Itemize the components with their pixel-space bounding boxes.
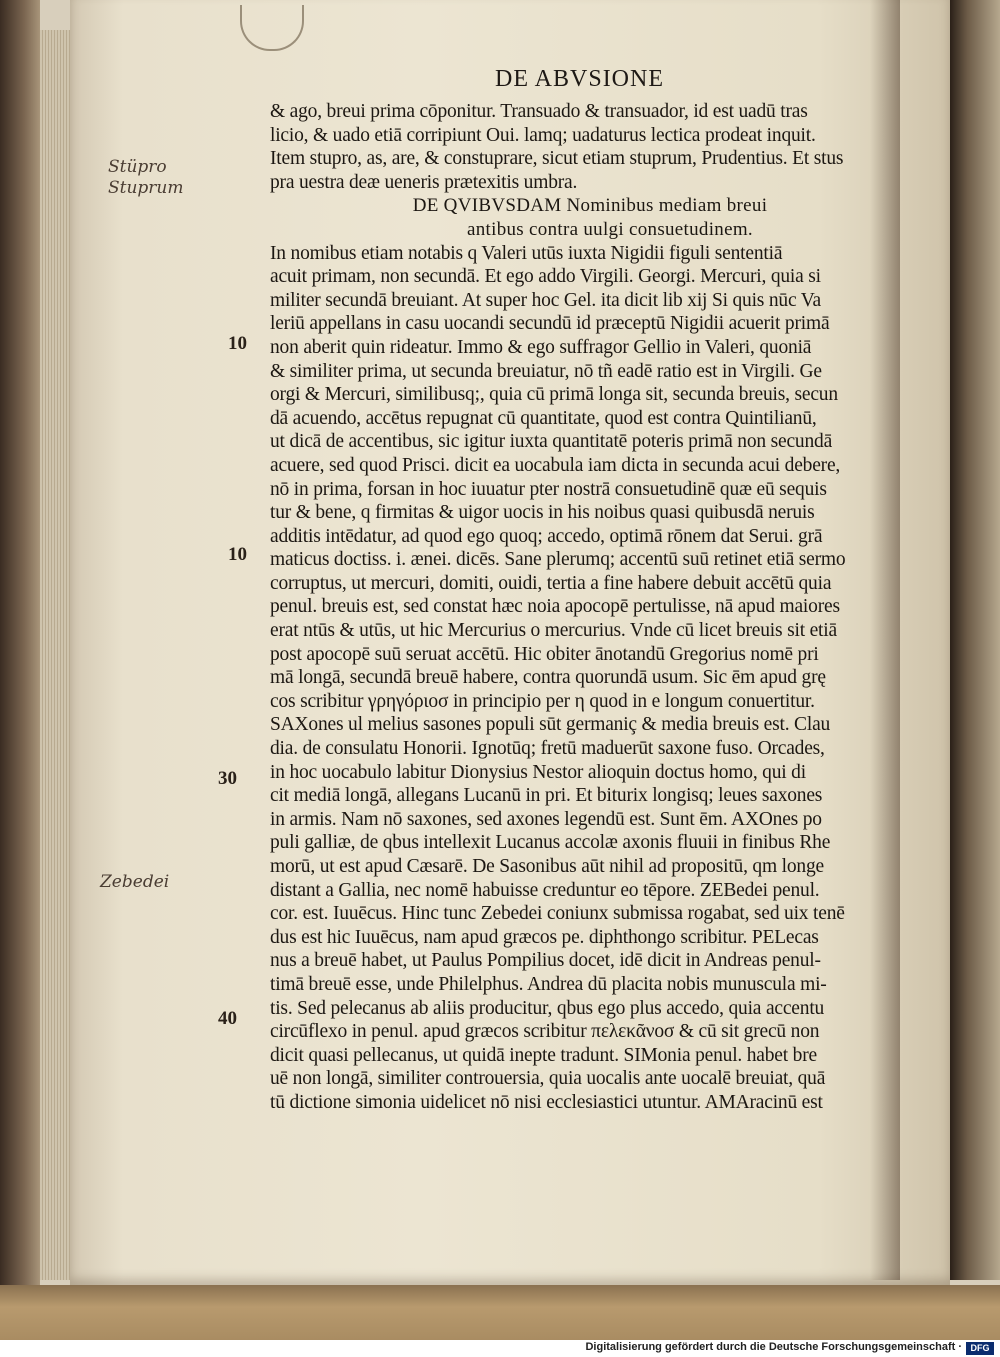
text-line: maticus doctiss. i. ænei. dicēs. Sane plerumq; accentū suū retinet etiā sermo — [270, 549, 846, 571]
margin-number: 10 — [228, 544, 247, 565]
text-line: & similiter prima, ut secunda breuiatur, nō tñ eadē ratio est in Virgili. Ge — [270, 360, 822, 382]
text-line: acuit primam, non secundā. Et ego addo Virgili. Georgi. Mercuri, quia si — [270, 266, 821, 288]
text-line: licio, & uado etiā corripiunt Oui. lamq; uadaturus lectica prodeat inquit. — [270, 124, 816, 146]
text-line: antibus contra uulgi consuetudinem. — [467, 218, 753, 240]
text-line: nō in prima, forsan in hoc iuuatur pter nostrā consuetudinē quæ eū sequis — [270, 478, 827, 500]
handwritten-note-line: Stuprum — [108, 178, 184, 198]
text-line: dus est hic Iuuēcus, nam apud græcos pe. diphthongo scribitur. PELecas — [270, 926, 819, 948]
text-line: tū dictione simonia uidelicet nō nisi ecclesiastici utuntur. AMAracinū est — [270, 1091, 823, 1113]
margin-number: 30 — [218, 768, 237, 789]
text-line: non aberit quin rideatur. Immo & ego suffragor Gellio in Valeri, quoniā — [270, 336, 812, 358]
text-line: Item stupro, as, are, & constuprare, sicut etiam stuprum, Prudentius. Et stus — [270, 148, 844, 170]
text-line: in hoc uocabulo labitur Dionysius Nestor alioquin doctus homo, qui di — [270, 761, 806, 783]
text-line: SAXones ul melius sasones populi sūt germaniç & media breuis est. Clau — [270, 714, 831, 736]
footer-credit: Digitalisierung gefördert durch die Deutsche Forschungsgemeinschaft · — [585, 1341, 962, 1353]
text-line: cit mediā longā, allegans Lucanū in pri. Et biturix longisq; leues saxones — [270, 785, 823, 807]
text-line: cor. est. Iuuēcus. Hinc tunc Zebedei coniunx submissa rogabat, sed uix tenē — [270, 903, 845, 925]
text-line: dia. de consulatu Honorii. Ignotūq; fretū maduerūt saxone fuso. Orcades, — [270, 738, 825, 760]
text-line: timā breuē esse, unde Philelphus. Andrea dū placita nobis munuscula mi- — [270, 973, 827, 995]
text-line: penul. breuis est, sed constat hæc noia apocopē pertulisse, nā apud maiores — [270, 596, 840, 618]
text-line: dicit quasi pellecanus, ut quidā inepte tradunt. SIMonia penul. habet bre — [270, 1044, 817, 1066]
text-line: uē non longā, similiter controuersia, quia uocalis ante uocalē breuiat, quā — [270, 1068, 826, 1090]
text-line: nus a breuē habet, ut Paulus Pompilius docet, idē dicit in Andreas penul- — [270, 950, 821, 972]
page-hole — [240, 5, 304, 51]
text-line: mā longā, secundā breuē habere, contra quorundā usum. Sic ēm apud grę — [270, 667, 826, 689]
text-line: leriū appellans in casu uocandi secundū id præceptū Nigidii acuerit primā — [270, 313, 830, 335]
body-text — [270, 100, 910, 1115]
text-line: tis. Sed pelecanus ab aliis producitur, qbus ego plus accedo, quia accentu — [270, 997, 825, 1019]
text-line: In nomibus etiam notabis q Valeri utūs iuxta Nigidii figuli sententiā — [270, 242, 783, 264]
text-line: & ago, breui prima cōponitur. Transuado & transuador, id est uadū tras — [270, 101, 808, 122]
text-line: circūflexo in penul. apud græcos scribitur πελεκᾶνοσ & cū sit grecū non — [270, 1021, 820, 1043]
text-line: puli galliæ, de qbus intellexit Lucanus accolæ axonis fluuii in finibus Rhe — [270, 832, 831, 854]
text-line: morū, ut est apud Cæsarē. De Sasonibus aūt nihil ad propositū, qm longe — [270, 856, 824, 877]
text-line: dā acuendo, accētus repugnat cū quantitate, quod est contra Quintilianū, — [270, 407, 817, 429]
text-line: pra uestra deæ ueneris prætexitis umbra. — [270, 171, 578, 193]
footer-bar — [0, 1340, 1000, 1357]
handwritten-note — [108, 157, 184, 199]
book-edge-shadow — [0, 0, 40, 1340]
text-line: acuere, sed quod Prisci. dicit ea uocabula iam dicta in secunda acui debere, — [270, 454, 841, 476]
text-line: corruptus, ut mercuri, domiti, ouidi, tertia a fine habere debuit accētū quia — [270, 572, 832, 594]
text-line: orgi & Mercuri, similibusq;, quia cū primā longa sit, secunda breuis, secun — [270, 384, 838, 406]
text-line: distant a Gallia, nec nomē habuisse creduntur eo tēpore. ZEBedei penul. — [270, 879, 820, 901]
book-cover-bottom — [0, 1285, 1000, 1340]
text-line: cos scribitur γρηγόριοσ in principio per η quod in e longum conuertitur. — [270, 690, 815, 712]
handwritten-note-line: Stüpro — [108, 157, 167, 177]
facing-page-edge — [950, 0, 1000, 1280]
text-line: ut dicā de accentibus, sic igitur iuxta quantitatē poteris primā non secundā — [270, 431, 833, 453]
handwritten-note: Zebedei — [100, 872, 170, 892]
running-head: DE ABVSIONE — [495, 66, 665, 92]
margin-number: 10 — [228, 333, 247, 354]
text-line: erat ntūs & utūs, ut hic Mercurius o mercurius. Vnde cū licet breuis sit etiā — [270, 620, 837, 642]
margin-number: 40 — [218, 1008, 237, 1029]
text-line: post apocopē suū seruat accētū. Hic obiter ānotandū Gregorius nomē pri — [270, 643, 819, 665]
text-line: militer secundā breuiant. At super hoc Gel. ita dicit lib xij Si quis nūc Va — [270, 289, 821, 311]
text-line: additis intēdatur, ad quod ego quoq; accedo, optimā rōnem dat Serui. grā — [270, 525, 823, 547]
text-line: tur & bene, q firmitas & uigor uocis in his noibus quasi quibusdā neruis — [270, 502, 815, 524]
text-line: in armis. Nam nō saxones, sed axones legendū est. Sunt ēm. AXOnes po — [270, 808, 822, 830]
dfg-logo: DFG — [966, 1342, 994, 1355]
text-line: DE QVIBVSDAM Nominibus mediam breui — [412, 195, 768, 217]
